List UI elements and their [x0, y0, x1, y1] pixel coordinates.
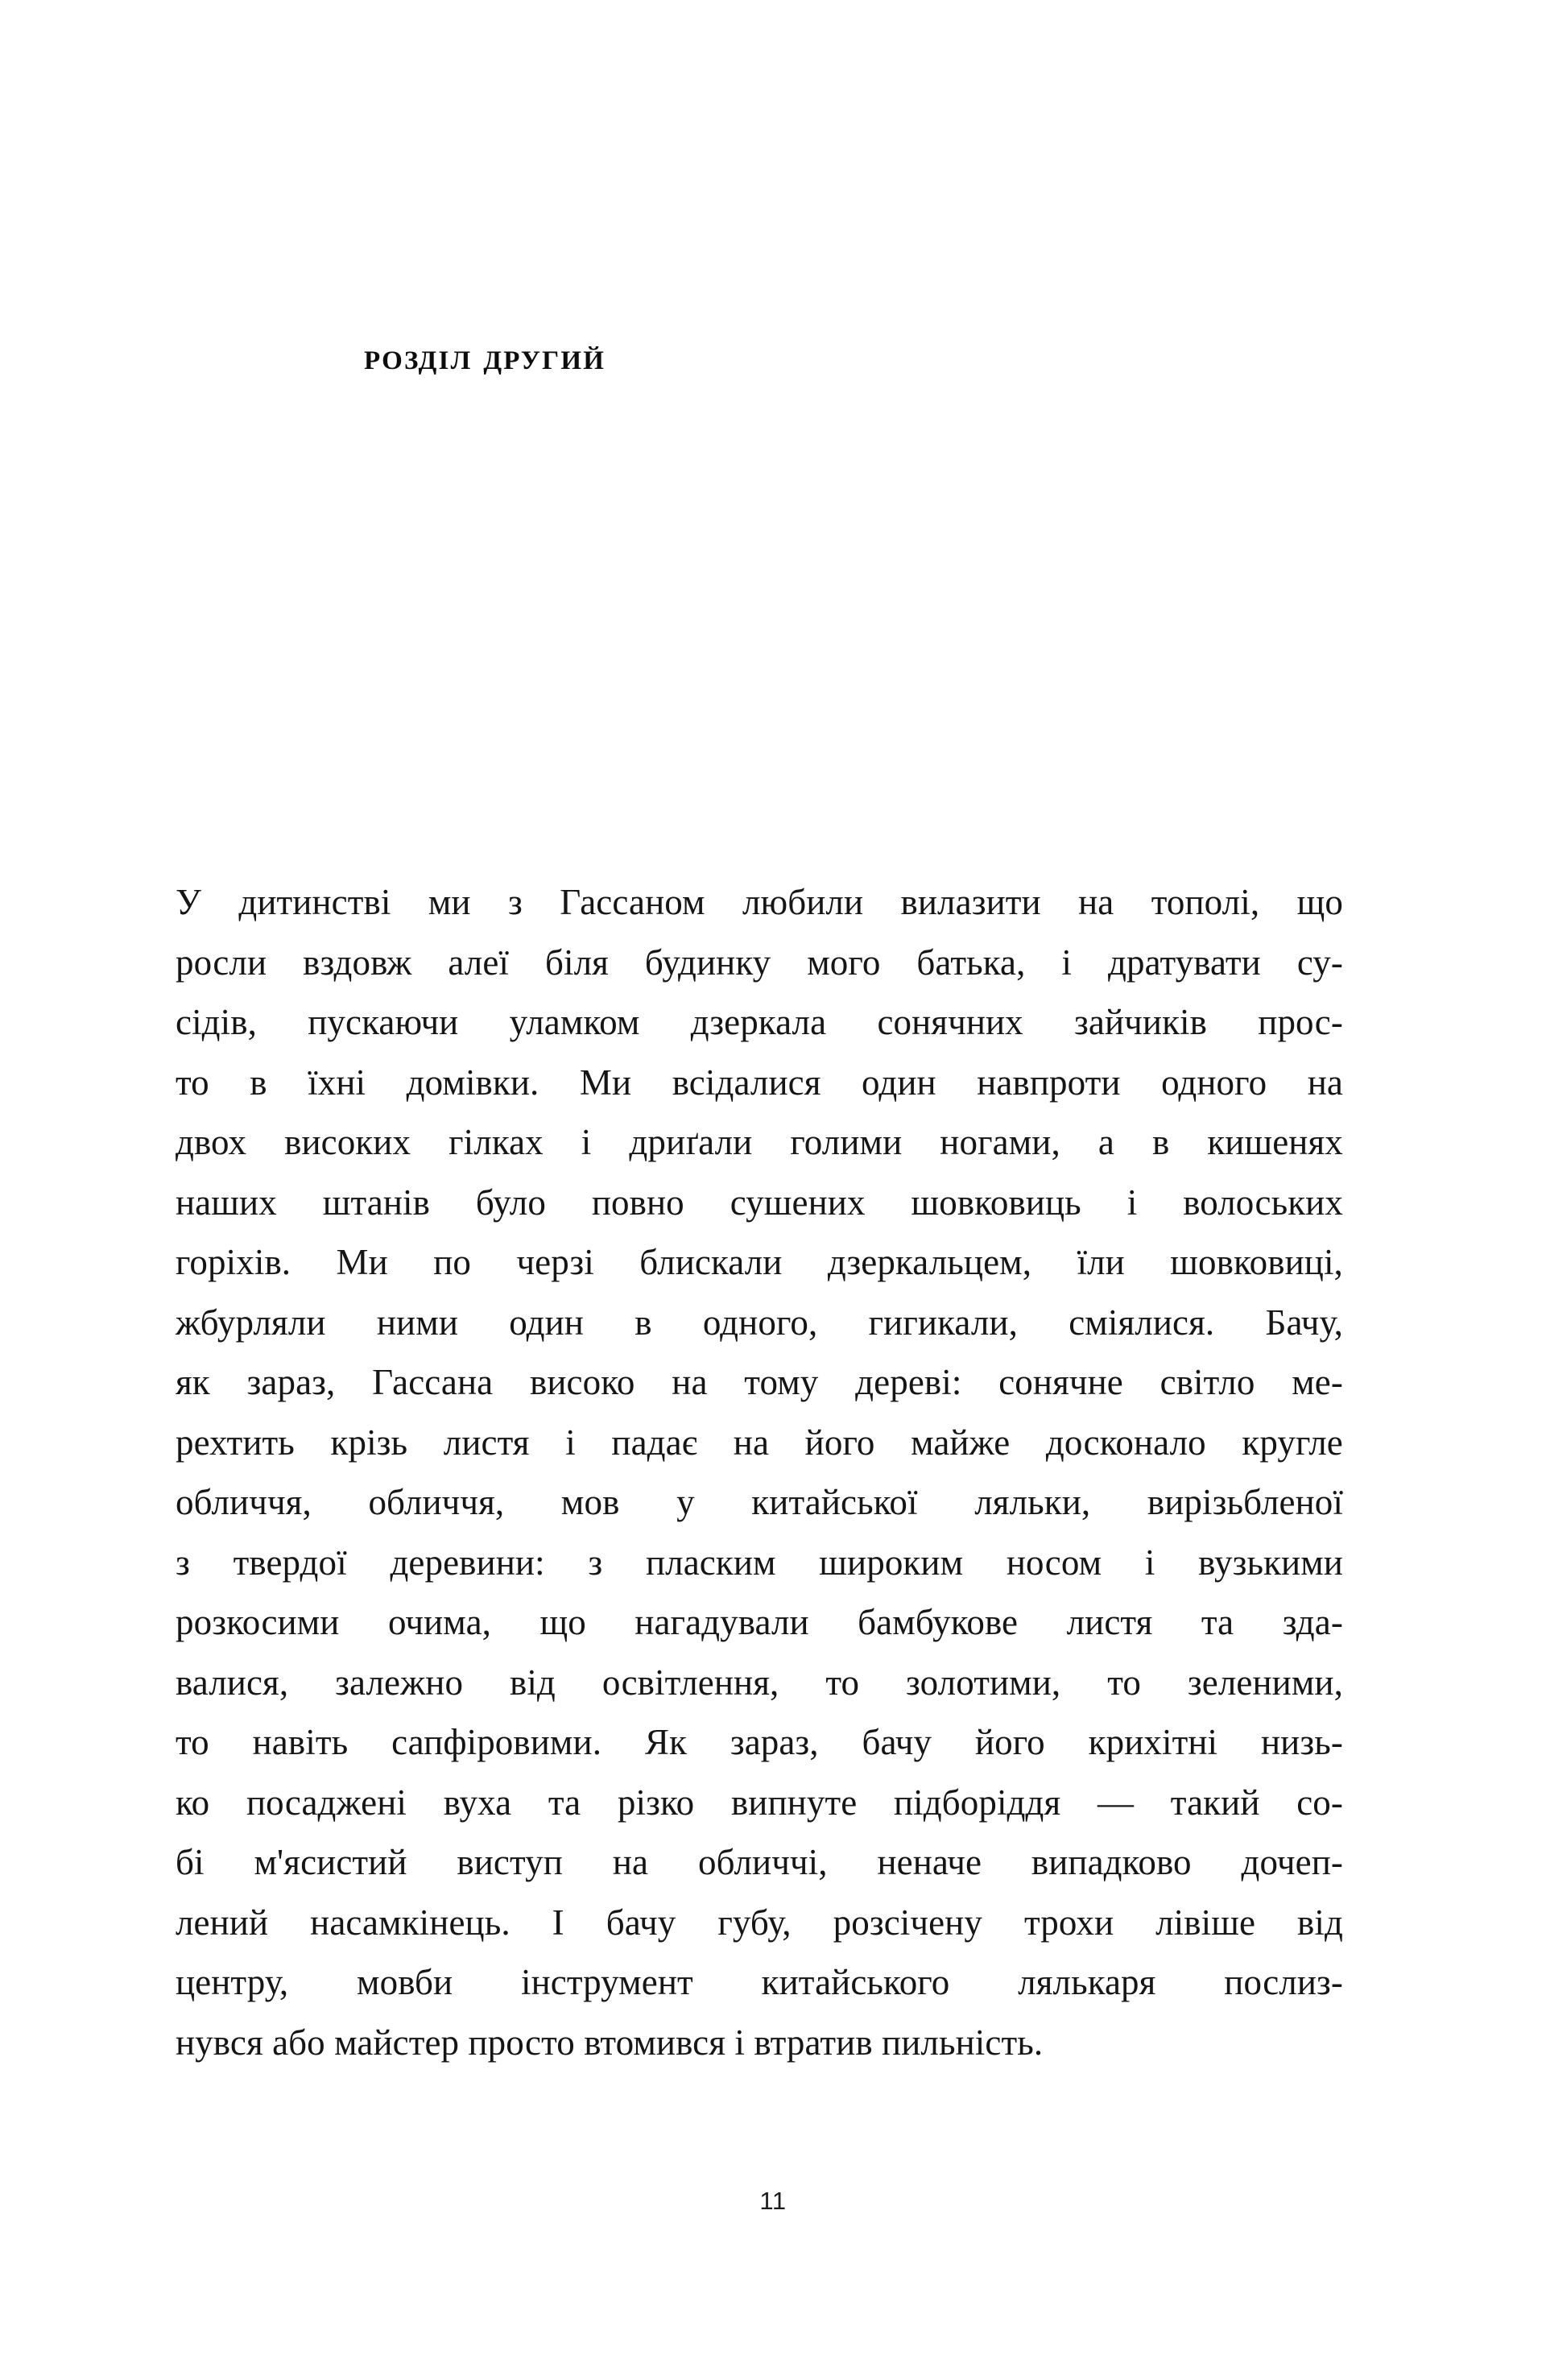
body-word: рехтить: [176, 1422, 295, 1463]
body-line: [176, 1053, 1343, 1113]
body-line: [176, 992, 1343, 1053]
body-word: з: [176, 1542, 190, 1583]
body-word: випнуте: [730, 1782, 858, 1823]
body-word: твердої: [233, 1542, 347, 1583]
body-word: бачу: [606, 1902, 676, 1943]
body-word: навпроти: [977, 1062, 1121, 1103]
body-word: ми: [428, 882, 471, 922]
body-word: і: [1061, 942, 1072, 983]
body-word: гілках: [449, 1122, 544, 1162]
body-word: очима,: [387, 1602, 491, 1642]
body-word: падає: [611, 1422, 698, 1463]
body-word: Гассана: [372, 1362, 494, 1402]
body-line: [176, 933, 1343, 993]
body-word: сушених: [730, 1182, 866, 1223]
body-line: [176, 872, 1343, 933]
body-word: золотими,: [906, 1662, 1061, 1703]
body-word: один: [509, 1302, 584, 1343]
body-word: досконало: [1045, 1422, 1206, 1463]
body-word: жбурляли: [176, 1302, 326, 1343]
body-line: [176, 1832, 1343, 1893]
body-word: зараз,: [246, 1362, 336, 1402]
body-word: І: [552, 1902, 564, 1943]
body-word: китайської: [751, 1482, 918, 1522]
body-word: блискали: [639, 1242, 783, 1282]
body-word: волоських: [1183, 1182, 1343, 1223]
body-word: уламком: [509, 1002, 640, 1042]
body-word: і: [581, 1122, 592, 1162]
body-word: вуха: [443, 1782, 512, 1823]
body-word: валися,: [176, 1662, 289, 1703]
body-word: і: [1144, 1542, 1155, 1583]
body-word: навіть: [252, 1722, 349, 1762]
body-word: Гассаном: [560, 882, 705, 922]
body-word: сонячних: [877, 1002, 1023, 1042]
body-word: то: [825, 1662, 860, 1703]
body-word: ляльки,: [974, 1482, 1091, 1522]
body-word: їхні: [308, 1062, 366, 1103]
chapter-heading: розділ другий: [364, 336, 606, 379]
body-word: одного: [1161, 1062, 1267, 1103]
body-line: [176, 1592, 1343, 1653]
body-word: на: [1307, 1062, 1343, 1103]
body-line: нувся або майстер просто втомився і втратив пильність.: [176, 2022, 1044, 2063]
body-word: вирізьбленої: [1147, 1482, 1343, 1522]
body-word: а: [1097, 1122, 1114, 1162]
body-word: Як: [644, 1722, 687, 1762]
body-word: і: [565, 1422, 576, 1463]
body-word: обличчя,: [176, 1482, 312, 1522]
body-word: насамкінець.: [310, 1902, 511, 1943]
body-word: носом: [1006, 1542, 1102, 1583]
body-word: одного,: [702, 1302, 818, 1343]
body-line: [176, 1352, 1343, 1413]
body-word: повно: [591, 1182, 684, 1223]
body-word: голими: [790, 1122, 903, 1162]
body-word: ногами,: [940, 1122, 1060, 1162]
body-word: дратувати: [1107, 942, 1261, 983]
body-word: як: [176, 1362, 210, 1402]
body-word: з: [507, 882, 523, 922]
body-word: всідалися: [672, 1062, 821, 1103]
body-word: китайського: [761, 1962, 950, 2002]
body-word: інструмент: [520, 1962, 693, 2002]
body-word: вздовж: [303, 942, 412, 983]
body-word: ме-: [1292, 1362, 1343, 1402]
body-word: алеї: [448, 942, 510, 983]
body-word: губу,: [717, 1902, 792, 1943]
body-word: обличчі,: [697, 1842, 828, 1882]
body-word: росли: [176, 942, 267, 983]
body-line: [176, 1472, 1343, 1533]
body-line: [176, 1232, 1343, 1293]
body-word: високо: [530, 1362, 635, 1402]
body-word: та: [548, 1782, 581, 1823]
body-word: гигикали,: [868, 1302, 1018, 1343]
body-word: дзеркала: [690, 1002, 827, 1042]
body-word: прос-: [1258, 1002, 1343, 1042]
body-word: Ми: [336, 1242, 388, 1282]
body-word: та: [1201, 1602, 1234, 1642]
body-word: трохи: [1023, 1902, 1114, 1943]
body-word: різко: [617, 1782, 695, 1823]
body-word: вузькими: [1198, 1542, 1343, 1583]
body-word: листя: [1066, 1602, 1153, 1642]
body-word: один: [862, 1062, 936, 1103]
body-line: [176, 1173, 1343, 1233]
body-word: су-: [1296, 942, 1343, 983]
body-word: неначе: [877, 1842, 982, 1882]
body-line: [176, 1893, 1343, 1953]
body-word: то: [1107, 1662, 1141, 1703]
body-word: їли: [1077, 1242, 1125, 1282]
body-word: со-: [1296, 1782, 1343, 1823]
body-word: крізь: [330, 1422, 408, 1463]
body-word: шовковиць: [911, 1182, 1081, 1223]
body-word: його: [804, 1422, 875, 1463]
body-word: У: [176, 882, 201, 922]
body-word: мого: [807, 942, 881, 983]
body-word: освітлення,: [601, 1662, 779, 1703]
body-word: сміялися.: [1069, 1302, 1215, 1343]
body-text-block: [176, 872, 1343, 2072]
body-word: Ми: [579, 1062, 632, 1103]
body-word: було: [475, 1182, 546, 1223]
body-word: лений: [176, 1902, 269, 1943]
body-word: дочеп-: [1241, 1842, 1343, 1882]
body-word: його: [974, 1722, 1045, 1762]
body-word: горіхів.: [176, 1242, 291, 1282]
body-word: зда-: [1282, 1602, 1343, 1642]
body-word: що: [1296, 882, 1343, 922]
body-word: пласким: [645, 1542, 776, 1583]
body-word: черзі: [516, 1242, 594, 1282]
body-word: тополі,: [1151, 882, 1260, 922]
body-word: будинку: [644, 942, 771, 983]
body-word: і: [1126, 1182, 1138, 1223]
body-word: дзеркальцем,: [827, 1242, 1032, 1282]
body-word: такий: [1170, 1782, 1260, 1823]
body-word: батька,: [916, 942, 1026, 983]
body-word: залежно: [335, 1662, 464, 1703]
body-word: на: [1078, 882, 1114, 922]
body-word: бамбукове: [858, 1602, 1019, 1642]
body-word: центру,: [176, 1962, 289, 2002]
body-word: сонячне: [998, 1362, 1123, 1402]
body-word: ко: [176, 1782, 210, 1823]
body-word: від: [1297, 1902, 1343, 1943]
body-word: зеленими,: [1187, 1662, 1343, 1703]
body-word: на: [672, 1362, 708, 1402]
body-word: то: [176, 1722, 209, 1762]
body-word: то: [176, 1062, 209, 1103]
body-word: нагадували: [635, 1602, 809, 1642]
body-word: деревини:: [390, 1542, 545, 1583]
body-line: [176, 1712, 1343, 1773]
body-word: лівіше: [1155, 1902, 1256, 1943]
body-word: вилазити: [900, 882, 1041, 922]
body-word: зайчиків: [1074, 1002, 1208, 1042]
body-word: лялькаря: [1018, 1962, 1156, 2002]
body-word: підборіддя: [893, 1782, 1061, 1823]
body-word: обличчя,: [368, 1482, 505, 1522]
body-line: [176, 1653, 1343, 1713]
body-word: наших: [176, 1182, 277, 1223]
body-word: домівки.: [406, 1062, 539, 1103]
body-word: пускаючи: [308, 1002, 459, 1042]
body-word: мов: [560, 1482, 620, 1522]
body-word: шовковиці,: [1170, 1242, 1343, 1282]
body-word: біля: [545, 942, 609, 983]
body-word: посаджені: [246, 1782, 407, 1823]
body-word: широким: [819, 1542, 964, 1583]
body-word: розсічену: [833, 1902, 982, 1943]
body-word: Бачу,: [1265, 1302, 1343, 1343]
body-line: [176, 1952, 1343, 2013]
body-word: послиз-: [1224, 1962, 1343, 2002]
body-word: від: [509, 1662, 556, 1703]
body-word: на: [612, 1842, 649, 1882]
body-word: м'ясистий: [254, 1842, 407, 1882]
body-word: майже: [911, 1422, 1011, 1463]
body-word: крихітні: [1088, 1722, 1218, 1762]
body-word: зараз,: [730, 1722, 819, 1762]
body-line: [176, 1112, 1343, 1173]
body-line: [176, 1773, 1343, 1833]
body-line: [176, 1533, 1343, 1593]
body-word: виступ: [457, 1842, 563, 1882]
body-word: дереві:: [855, 1362, 962, 1402]
body-word: у: [676, 1482, 695, 1522]
body-word: розкосими: [176, 1602, 340, 1642]
body-word: мовби: [357, 1962, 453, 2002]
body-word: що: [539, 1602, 586, 1642]
body-word: кишенях: [1207, 1122, 1343, 1162]
body-word: по: [433, 1242, 472, 1282]
body-word: сапфіровими.: [391, 1722, 602, 1762]
body-word: штанів: [322, 1182, 430, 1223]
body-word: сідів,: [176, 1002, 257, 1042]
body-word: —: [1097, 1782, 1135, 1823]
body-line: [176, 1293, 1343, 1353]
page-number: 11: [759, 2187, 787, 2215]
body-word: листя: [443, 1422, 530, 1463]
body-word: ними: [376, 1302, 458, 1343]
body-word: на: [733, 1422, 770, 1463]
body-word: в: [1151, 1122, 1170, 1162]
body-word: дриґали: [629, 1122, 753, 1162]
body-word: тому: [744, 1362, 819, 1402]
body-word: в: [635, 1302, 652, 1343]
body-word: в: [250, 1062, 267, 1103]
body-word: кругле: [1242, 1422, 1343, 1463]
body-word: двох: [176, 1122, 247, 1162]
body-word: бі: [176, 1842, 205, 1882]
body-word: випадково: [1031, 1842, 1192, 1882]
body-word: низь-: [1260, 1722, 1343, 1762]
body-line: [176, 1413, 1343, 1473]
body-word: високих: [284, 1122, 411, 1162]
body-word: дитинстві: [238, 882, 391, 922]
body-word: з: [588, 1542, 603, 1583]
body-word: любили: [742, 882, 864, 922]
body-word: світло: [1160, 1362, 1255, 1402]
body-word: бачу: [862, 1722, 932, 1762]
